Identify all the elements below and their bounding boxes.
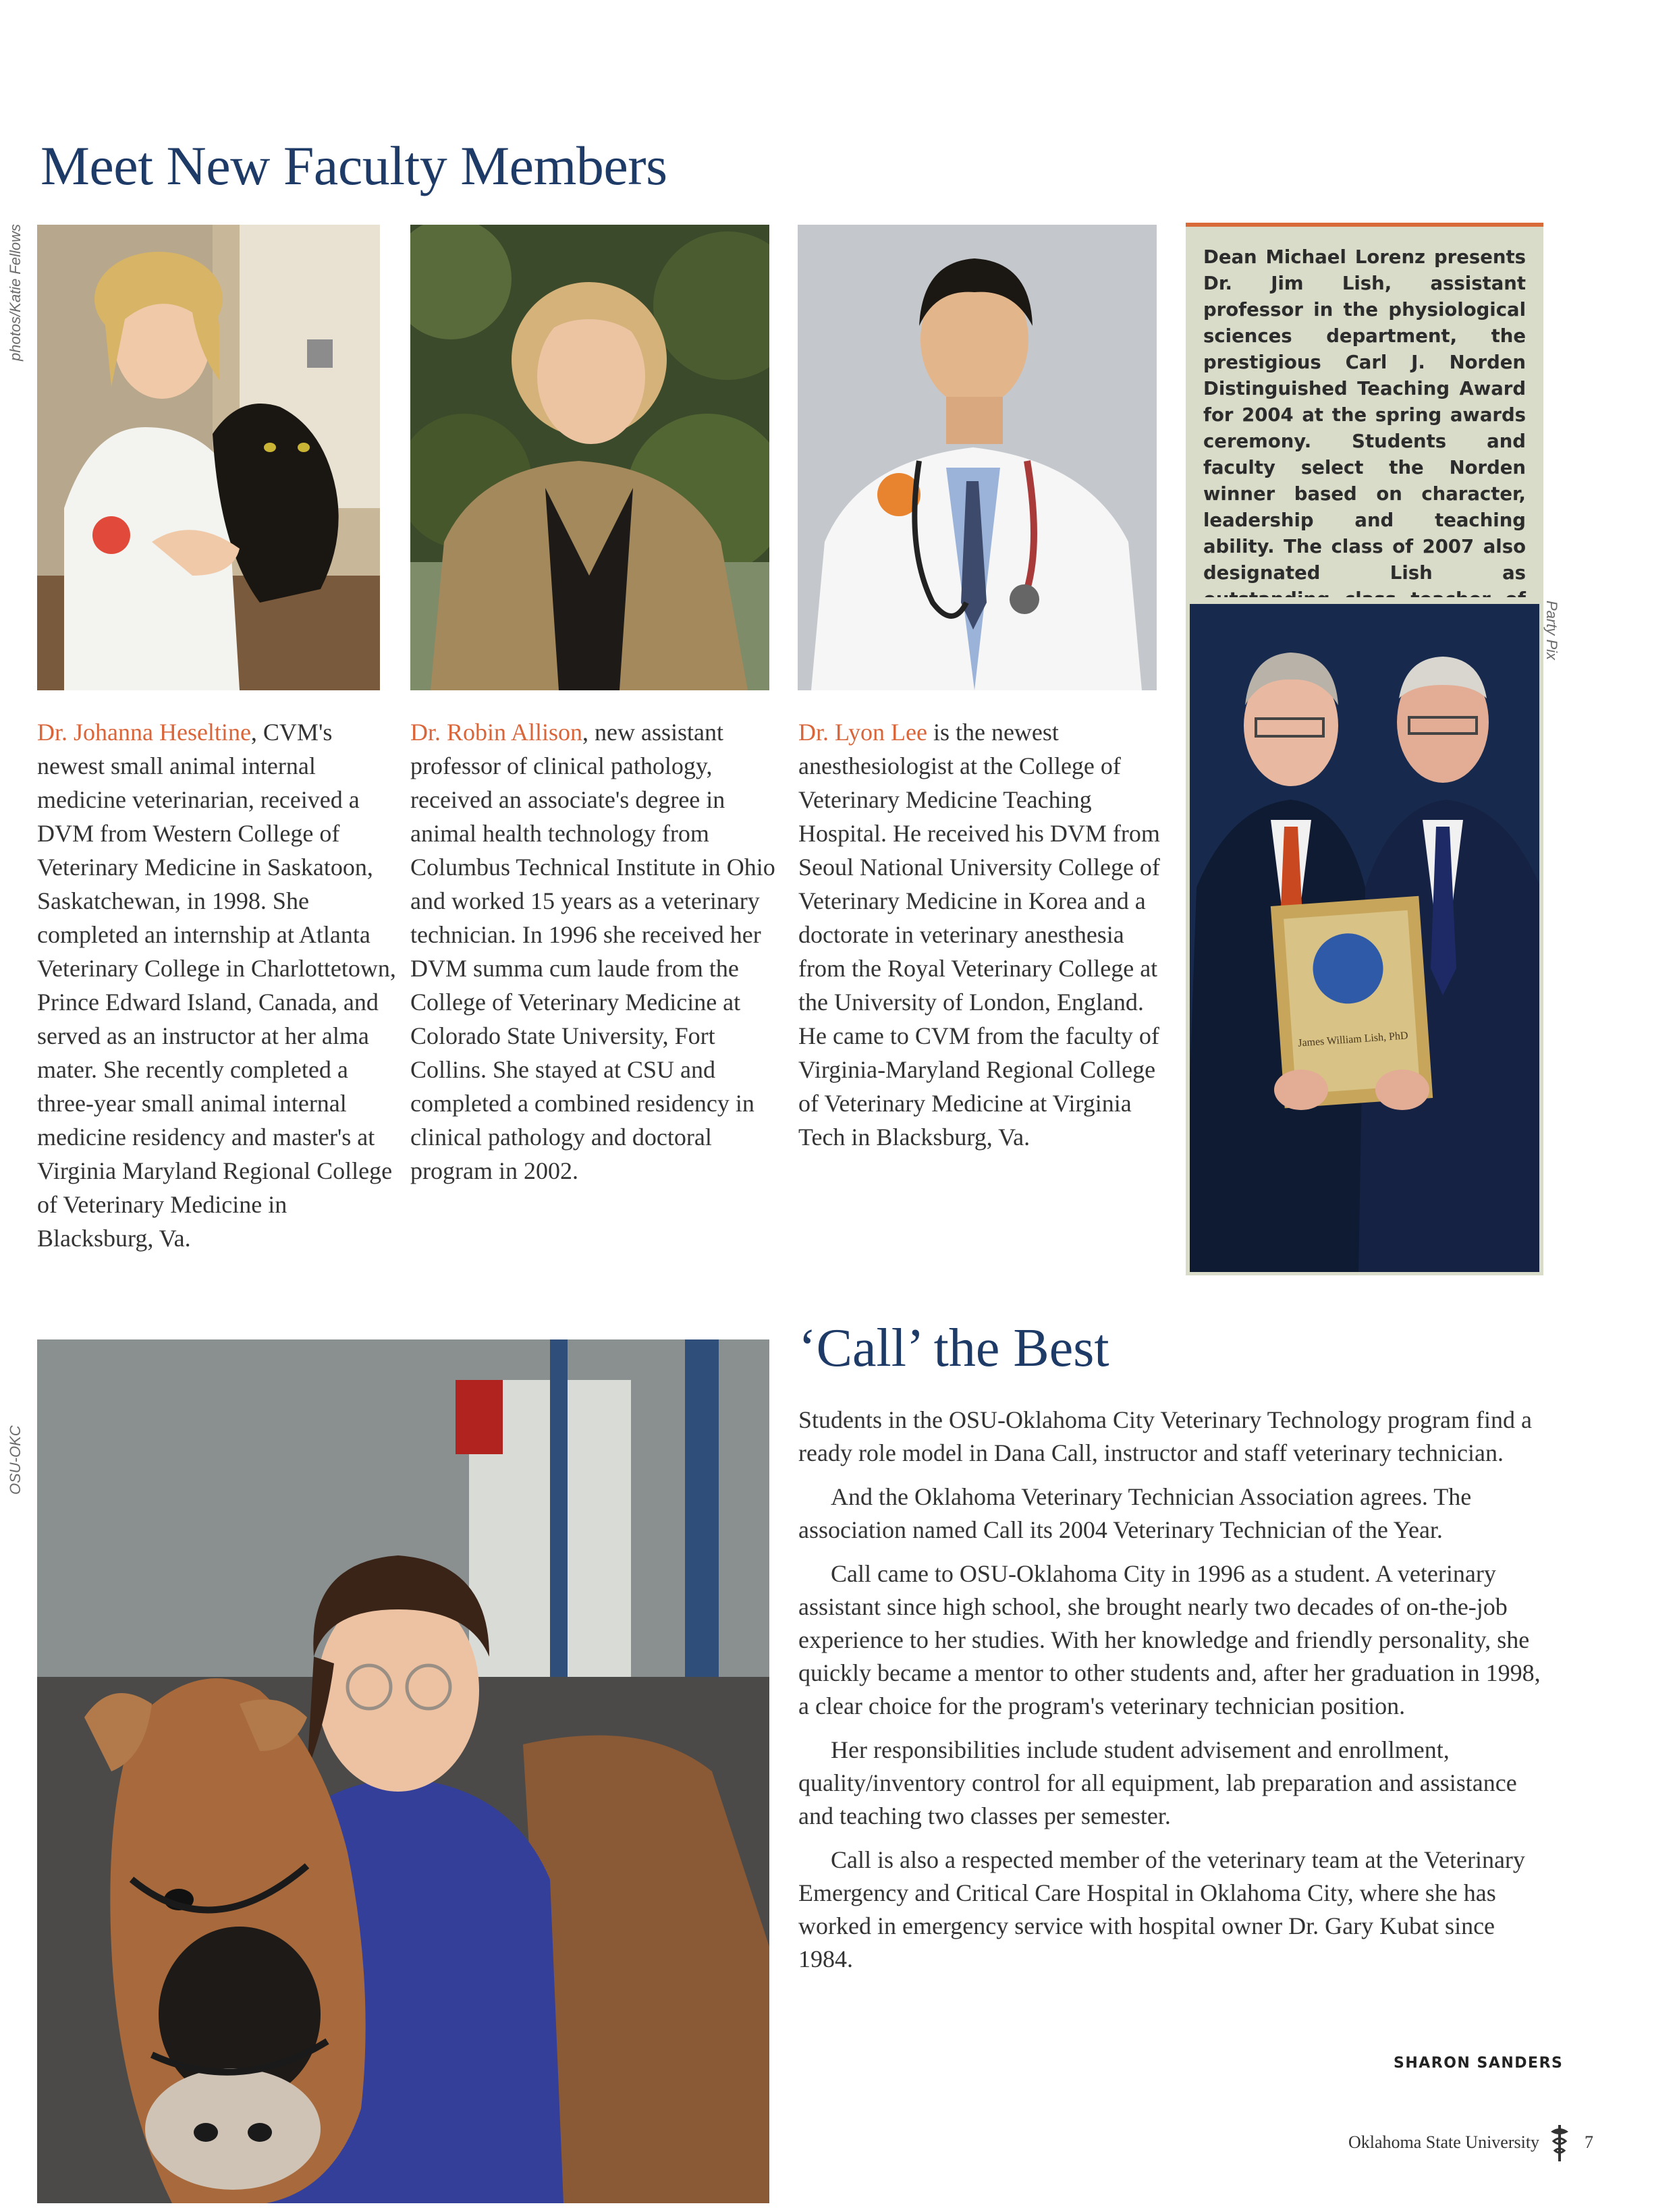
- photo-dana-call-with-cow: [37, 1339, 769, 2203]
- story-body: [798, 1404, 1541, 1987]
- story-paragraph: And the Oklahoma Veterinary Technician Association agrees. The association named Call its 2004 Veterinary Technician of the Year.: [798, 1483, 1472, 1543]
- story-paragraph: Call came to OSU-Oklahoma City in 1996 as a student. A veterinary assistant since high school, she brought nearly two decades of on-the-job experience to her studies. With her knowledge and friendly personality, she quickly became a mentor to other students and, after her graduation in 1998, a clear choice for the program's veterinary technician position.: [798, 1560, 1541, 1719]
- bio-allison-name: Dr. Robin Allison: [410, 719, 583, 746]
- osu-vet-logo-icon: [1545, 2122, 1574, 2163]
- photo-credit-bottom-left: OSU-OKC: [7, 1425, 24, 1495]
- bio-lee: [798, 715, 1166, 1154]
- byline: SHARON SANDERS: [1394, 2055, 1564, 2072]
- bio-allison-text: , new assistant professor of clinical pathology, received an associate's degree in animal health technology from Columbus Technical Institute in Ohio and worked 15 years as a veterinary technician. In 1996 she received her DVM summa cum laude from the College of Veterinary Medicine at Colorado State University, Fort Collins. She stayed at CSU and completed a combined residency in clinical pathology and doctoral program in 2002.: [410, 719, 775, 1184]
- bio-heseltine: [37, 715, 405, 1255]
- bio-allison: [410, 715, 778, 1188]
- story-headline: ‘Call’ the Best: [798, 1319, 1109, 1378]
- bio-heseltine-text: , CVM's newest small animal internal medicine veterinarian, received a DVM from Western College of Veterinary Medicine in Saskatoon, Saskatchewan, in 1998. She completed an internship at Atlanta Veterinary College in Charlottetown, Prince Edward Island, Canada, and served as an instructor at her alma mater. She recently completed a three-year small animal internal medicine residency and master's at Virginia Maryland Regional College of Veterinary Medicine in Blacksburg, Va.: [37, 719, 396, 1252]
- bio-heseltine-name: Dr. Johanna Heseltine: [37, 719, 251, 746]
- story-paragraph: Call is also a respected member of the veterinary team at the Veterinary Emergency and Critical Care Hospital in Oklahoma City, where she has worked in emergency service with hospital owner Dr. Gary Kubat since 1984.: [798, 1846, 1525, 1972]
- photo-lee: [798, 225, 1157, 690]
- page-title: Meet New Faculty Members: [40, 135, 667, 196]
- photo-credit-top-left: photos/Katie Fellows: [7, 224, 24, 361]
- footer-publication: Oklahoma State University: [1348, 2132, 1540, 2152]
- bio-lee-text: is the newest anesthesiologist at the College of Veterinary Medicine Teaching Hospital. He received his DVM from Seoul National University College of Veterinary Medicine in Korea and a doctorate in veterinary anesthesia from the Royal Veterinary College at the University of London, England. He came to CVM from the faculty of Virginia-Maryland Regional College of Veterinary Medicine at Virginia Tech in Blacksburg, Va.: [798, 719, 1160, 1151]
- bio-lee-name: Dr. Lyon Lee: [798, 719, 927, 746]
- story-paragraph: Her responsibilities include student advisement and enrollment, quality/inventory control for all equipment, lab preparation and assistance and teaching two classes per semester.: [798, 1736, 1517, 1829]
- award-caption-text: Dean Michael Lorenz presents Dr. Jim Lish, assistant professor in the physiological sciences department, the prestigious Carl J. Norden Distinguished Teaching Award for 2004 at the spring awards ceremony. Students and faculty select the Norden winner based on character, leadership and teaching ability. The class of 2007 also designated Lish as: [1203, 246, 1526, 584]
- page-number: 7: [1585, 2132, 1593, 2152]
- award-caption-box: [1186, 223, 1543, 597]
- plaque-text: James William Lish, PhD: [1297, 1030, 1409, 1049]
- photo-allison: [410, 225, 769, 690]
- story-paragraph: Students in the OSU-Oklahoma City Veterinary Technology program find a ready role model in Dana Call, instructor and staff veterinary technician.: [798, 1406, 1532, 1466]
- photo-credit-award: Party Pix: [1543, 601, 1560, 661]
- photo-award-ceremony: [1190, 604, 1539, 1272]
- photo-heseltine: [37, 225, 380, 690]
